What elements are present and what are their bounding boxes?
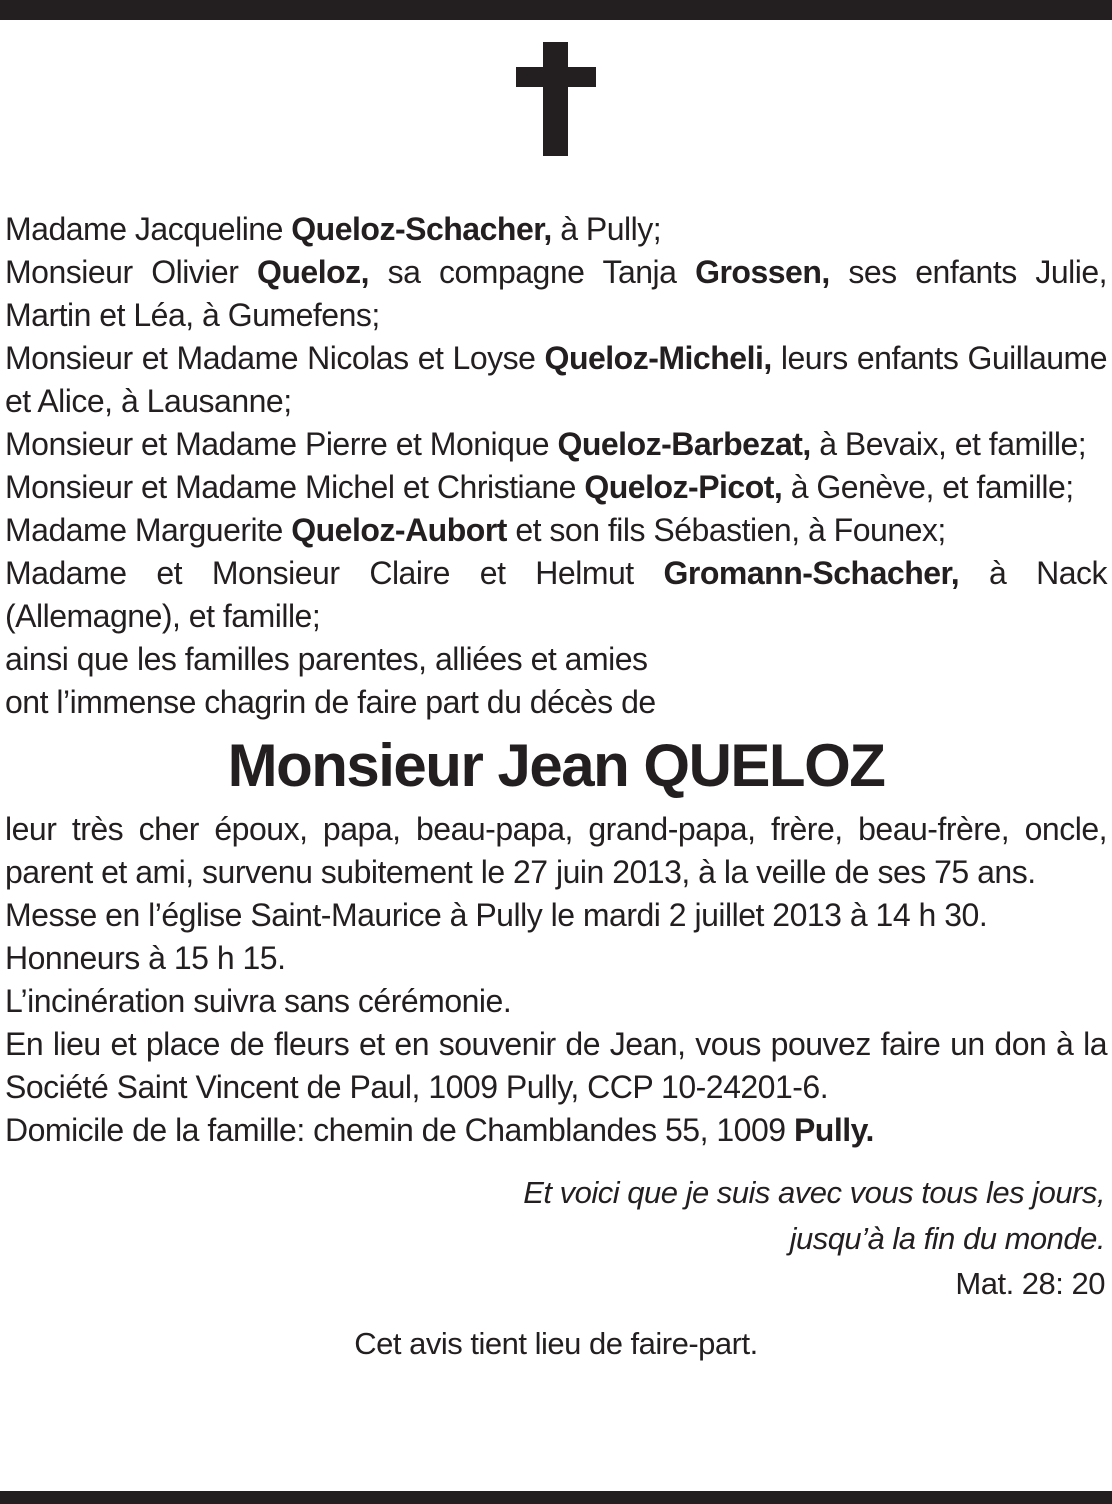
text-segment: à Pully; [551, 211, 662, 247]
family-line [5, 251, 1107, 337]
text-segment: Messe en l’église Saint-Maurice à Pully le mardi 2 juillet 2013 à 14 h 30. [5, 897, 988, 933]
family-town-bold: Pully. [793, 1112, 874, 1148]
text-segment: Madame Marguerite [5, 512, 292, 548]
text-segment: à Bevaix, et famille; [810, 426, 1087, 462]
text-segment: Madame et Monsieur Claire et Helmut [5, 555, 664, 591]
text-segment: Monsieur et Madame Nicolas et Loyse [5, 340, 545, 376]
detail-line [5, 808, 1107, 894]
text-segment: ainsi que les familles parentes, alliées et amies [5, 641, 648, 677]
text-segment: leurs enfants Guillaume et Alice, à Lausanne; [5, 340, 1107, 419]
family-surname: Queloz-Micheli, [544, 340, 772, 376]
quote-line: jusqu’à la fin du monde. [789, 1221, 1105, 1256]
family-line [5, 638, 1107, 681]
detail-line [5, 937, 1107, 980]
text-segment: ont l’immense chagrin de faire part du décès de [5, 684, 656, 720]
text-segment: à Nack (Allemagne), et famille; [5, 555, 1108, 634]
detail-line [5, 1023, 1107, 1109]
quote-reference: Mat. 28: 20 [955, 1266, 1105, 1301]
family-line [5, 552, 1107, 638]
text-segment: et son fils Sébastien, à Founex; [506, 512, 946, 548]
bottom-border-rule [0, 1491, 1112, 1504]
family-surname: Queloz-Aubort [291, 512, 507, 548]
family-line [5, 509, 1107, 552]
quote-line: Et voici que je suis avec vous tous les jours, [523, 1175, 1105, 1210]
latin-cross-icon [516, 42, 596, 156]
text-segment: Domicile de la famille: chemin de Chamblandes 55, 1009 [5, 1112, 794, 1148]
family-surname: Grossen, [695, 254, 830, 290]
family-surname: Gromann-Schacher, [663, 555, 960, 591]
text-segment: Monsieur et Madame Pierre et Monique [5, 426, 558, 462]
scripture-quote [0, 1170, 1112, 1306]
closing-note: Cet avis tient lieu de faire-part. [354, 1326, 758, 1361]
family-line [5, 466, 1107, 509]
text-segment: à Genève, et famille; [782, 469, 1074, 505]
detail-line [5, 980, 1107, 1023]
detail-line [5, 1109, 1107, 1152]
family-surname: Queloz-Barbezat, [557, 426, 811, 462]
text-segment: Monsieur Olivier [5, 254, 257, 290]
cross-icon-container [0, 0, 1112, 156]
family-line [5, 681, 1107, 724]
family-line [5, 337, 1107, 423]
text-segment: En lieu et place de fleurs et en souvenir de Jean, vous pouvez faire un don à la Société Saint Vincent de Paul, 1009 Pully, CCP 10-24201-6. [5, 1026, 1107, 1105]
deceased-name-title: Monsieur Jean QUELOZ [227, 732, 885, 799]
text-segment: leur très cher époux, papa, beau-papa, grand-papa, frère, beau-frère, oncle, parent et ami, survenu subitement le 27 juin 2013, à la veille de ses 75 ans. [5, 811, 1107, 890]
notice-body [0, 156, 1112, 1152]
text-segment: Madame Jacqueline [5, 211, 292, 247]
text-segment: ses enfants Julie, Martin et Léa, à Gumefens; [5, 254, 1108, 333]
family-line [5, 423, 1107, 466]
family-surname: Queloz, [256, 254, 370, 290]
family-surname: Queloz-Schacher, [291, 211, 552, 247]
text-segment: Honneurs à 15 h 15. [5, 940, 286, 976]
text-segment: L’incinération suivra sans cérémonie. [5, 983, 512, 1019]
text-segment: Monsieur et Madame Michel et Christiane [5, 469, 585, 505]
top-border-rule [0, 0, 1112, 20]
family-line [5, 208, 1107, 251]
family-surname: Queloz-Picot, [584, 469, 783, 505]
text-segment: sa compagne Tanja [369, 254, 696, 290]
detail-line [5, 894, 1107, 937]
